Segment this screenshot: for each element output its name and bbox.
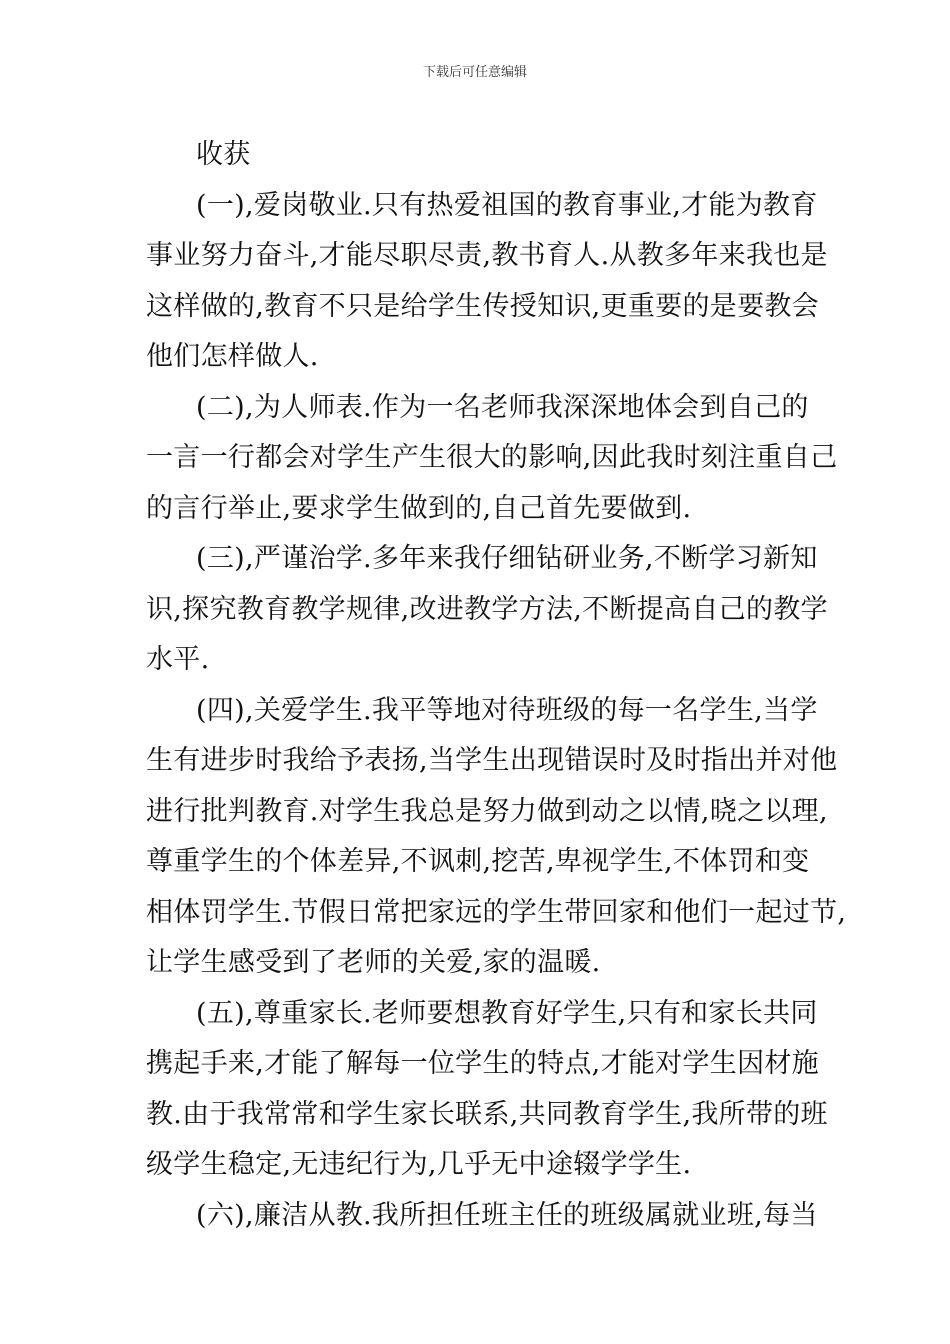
paragraph-line: 的言行举止,要求学生做到的,自己首先要做到. [146,492,692,524]
paragraph-3 [146,534,828,686]
paragraph-2 [146,383,838,535]
paragraph-line: (五),尊重家长.老师要想教育好学生,只有和家长共同 [196,997,818,1029]
paragraph-4 [146,686,847,989]
paragraph-line: (三),严谨治学.多年来我仔细钻研业务,不断学习新知 [196,543,818,574]
paragraph-line: 相体罚学生.节假日常把家远的学生带回家和他们一起过节, [146,896,847,928]
paragraph-line: 水平. [146,644,210,675]
section-title: 收获 [196,139,251,170]
page-header: 下载后可任意编辑 [422,65,527,80]
paragraph-line: 这样做的,教育不只是给学生传授知识,更重要的是要教会 [146,290,819,322]
paragraph-line: (二),为人师表.作为一名老师我深深地体会到自己的 [196,391,809,423]
paragraph-line: (六),廉洁从教.我所担任班主任的班级属就业班,每当 [196,1199,818,1231]
paragraph-line: 事业努力奋斗,才能尽职尽责,教书育人.从教多年来我也是 [146,240,828,271]
paragraph-line: (四),关爱学生.我平等地对待班级的每一名学生,当学 [196,694,818,726]
paragraph-5 [146,989,828,1191]
paragraph-1 [146,181,828,383]
paragraph-6 [146,1191,816,1242]
paragraph-line: 教.由于我常常和学生家长联系,共同教育学生,我所带的班 [146,1098,828,1130]
paragraph-line: 级学生稳定,无违纪行为,几乎无中途辍学学生. [146,1149,692,1180]
paragraph-line: 让学生感受到了老师的关爱,家的温暖. [146,947,601,978]
paragraph-line: 一言一行都会对学生产生很大的影响,因此我时刻注重自己 [146,442,838,473]
paragraph-line: 进行批判教育.对学生我总是努力做到动之以情,晓之以理, [146,795,828,827]
paragraph-line: 识,探究教育教学规律,改进教学方法,不断提高自己的教学 [146,593,828,625]
document-body [146,130,847,1241]
paragraph-line: 携起手来,才能了解每一位学生的特点,才能对学生因材施 [146,1048,819,1079]
paragraph-line: 尊重学生的个体差异,不讽刺,挖苦,卑视学生,不体罚和变 [146,846,810,877]
paragraph-line: 他们怎样做人. [146,341,319,372]
paragraph-line: (一),爱岗敬业.只有热爱祖国的教育事业,才能为教育 [196,189,818,221]
paragraph-line: 生有进步时我给予表扬,当学生出现错误时及时指出并对他 [146,745,838,776]
